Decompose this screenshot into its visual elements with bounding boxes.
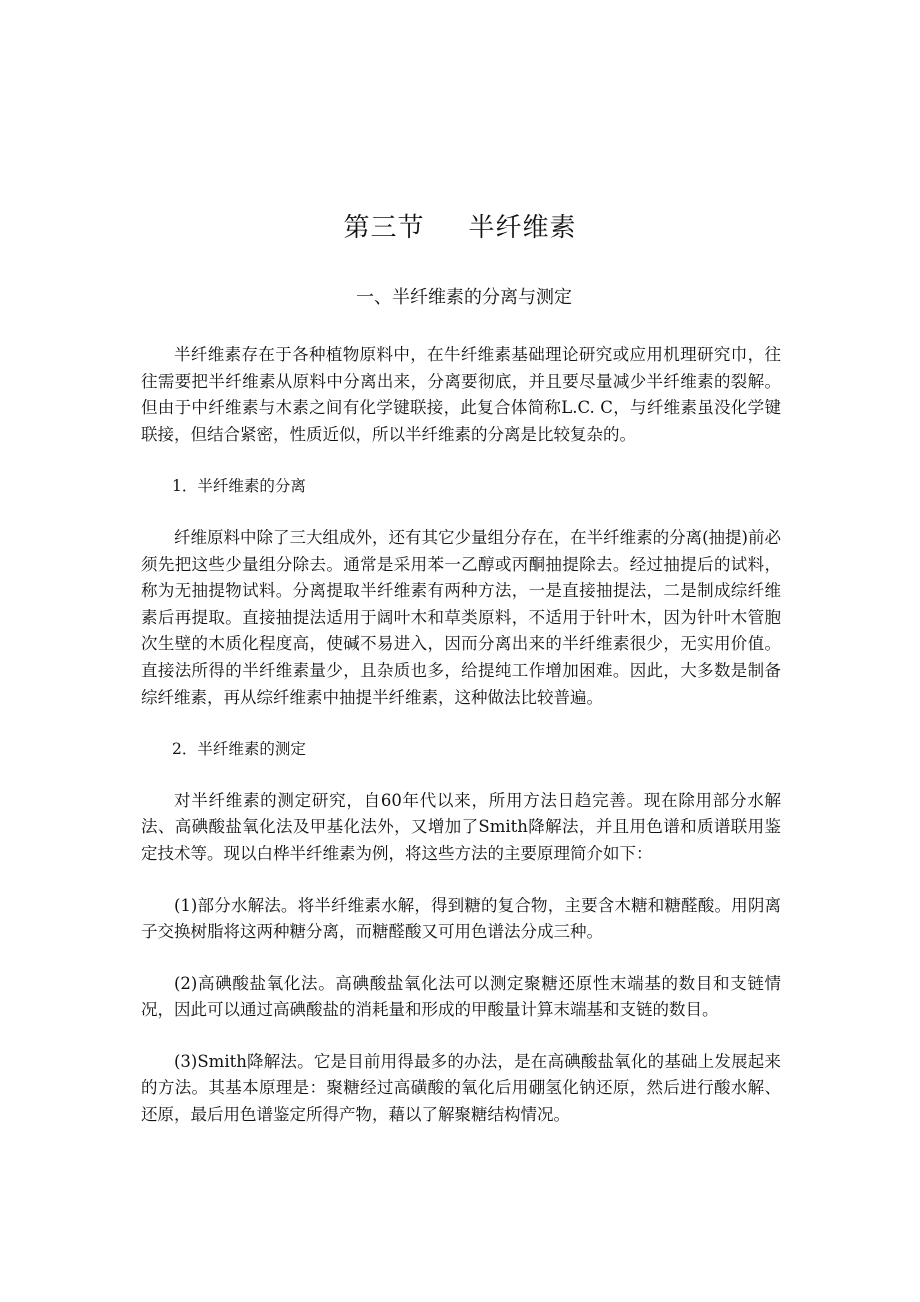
section-title: 一、半纤维素的分离与测定 <box>356 287 572 308</box>
chapter-title <box>0 208 920 248</box>
document-body <box>141 342 781 1154</box>
chapter-number: 第三节 <box>343 213 425 243</box>
method-periodate-oxidation: (2)高碘酸盐氧化法。高碘酸盐氧化法可以测定聚糖还原性末端基的数目和支链情况，因此可以通过高碘酸盐的消耗量和形成的甲酸量计算末端基和支链的数目。 <box>141 973 781 1020</box>
separation-paragraph: 纤维原料中除了三大组成外，还有其它少量组分存在，在半纤维素的分离(抽提)前必须先把这些少量组分除去。通常是采用苯一乙醇或丙酮抽提除去。经过抽提后的试料，称为无抽提物试料。分离提取半纤维素有两种方法，一是直接抽提法，二是制成综纤维素后再提取。直接抽提法适用于阔叶木和草类原料，不适用于针叶木，因为针叶木管胞次生壁的木质化程度高，使碱不易进入，因而分离出来的半纤维素很少，无实用价值。直接法所得的半纤维素量少，且杂质也多，给提纯工作增加困难。因此，大多数是制备综纤维素，再从综纤维素中抽提半纤维素，这种做法比较普遍。 <box>141 527 781 707</box>
subheading-determination: 2．半纤维素的测定 <box>172 740 306 759</box>
determination-paragraph: 对半纤维素的测定研究，自60年代以来，所用方法日趋完善。现在除用部分水解法、高碘酸盐氧化法及甲基化法外，又增加了Smith降解法，并且用色谱和质谱联用鉴定技术等。现以白桦半纤维素为例，将这些方法的主要原理简介如下： <box>141 790 781 863</box>
subheading-separation: 1．半纤维素的分离 <box>172 477 306 496</box>
chapter-name: 半纤维素 <box>468 213 577 243</box>
method-partial-hydrolysis: (1)部分水解法。将半纤维素水解，得到糖的复合物，主要含木糖和糖醛酸。用阴离子交换树脂将这两种糖分离，而糖醛酸又可用色谱法分成三种。 <box>141 895 781 942</box>
intro-paragraph: 半纤维素存在于各种植物原料中，在牛纤维素基础理论研究或应用机理研究巾，往往需要把半纤维素从原料中分离出来，分离要彻底，并且要尽量减少半纤维素的裂解。但由于中纤维素与木素之间有化学键联接，此复合体简称L.C. C，与纤维素虽没化学键联接，但结合紧密，性质近似，所以半纤维素的分离是比较复杂的。 <box>141 345 781 444</box>
method-smith-degradation: (3)Smith降解法。它是目前用得最多的办法，是在高碘酸盐氧化的基础上发展起来的方法。其基本原理是：聚糖经过高磺酸的氧化后用硼氢化钠还原，然后进行酸水解、还原，最后用色谱鉴定所得产物，藉以了解聚糖结构情况。 <box>141 1051 781 1125</box>
